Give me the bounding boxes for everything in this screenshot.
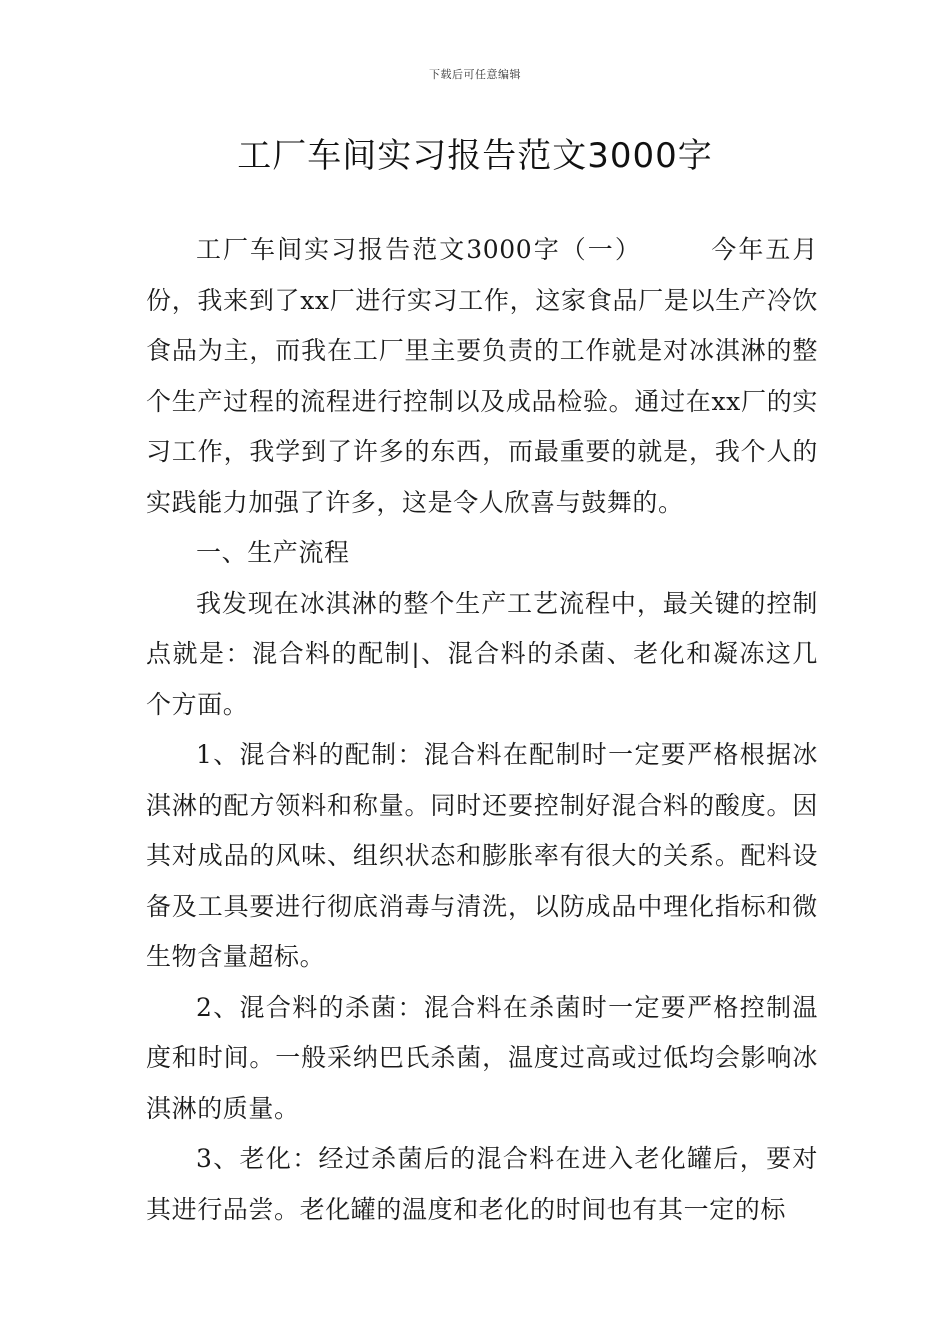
section-heading-production: 一、生产流程 — [196, 538, 350, 567]
intro-paragraph — [146, 225, 818, 528]
intro-lead: 工厂车间实习报告范文3000字（一） — [196, 235, 642, 264]
intro-text: 今年五月份，我来到了xx厂进行实习工作，这家食品厂是以生产冷饮食品为主，而我在工厂里主要负责的工作就是对冰淇淋的整个生产过程的流程进行控制以及成品检验。通过在xx厂的实习工作，我学到了许多的东西，而最重要的就是，我个人的实践能力加强了许多，这是令人欣喜与鼓舞的。 — [146, 235, 818, 517]
paragraph-key-control-points: 我发现在冰淇淋的整个生产工艺流程中，最关键的控制点就是：混合料的配制|、混合料的杀菌、老化和凝冻这几个方面。 — [146, 588, 818, 719]
paragraph-aging: 3、老化：经过杀菌后的混合料在进入老化罐后，要对其进行品尝。老化罐的温度和老化的时间也有其一定的标 — [146, 1144, 818, 1224]
paragraph-mixing: 1、混合料的配制：混合料在配制时一定要严格根据冰淇淋的配方领料和称量。同时还要控制好混合料的酸度。因其对成品的风味、组织状态和膨胀率有很大的关系。配料设备及工具要进行彻底消毒与清洗，以防成品中理化指标和微生物含量超标。 — [146, 740, 818, 971]
document-title: 工厂车间实习报告范文3000字 — [237, 136, 713, 176]
paragraph-sterilization: 2、混合料的杀菌：混合料在杀菌时一定要严格控制温度和时间。一般采纳巴氏杀菌，温度过高或过低均会影响冰淇淋的质量。 — [146, 992, 818, 1123]
document-body — [146, 225, 818, 1235]
header-note: 下载后可任意编辑 — [429, 68, 521, 81]
